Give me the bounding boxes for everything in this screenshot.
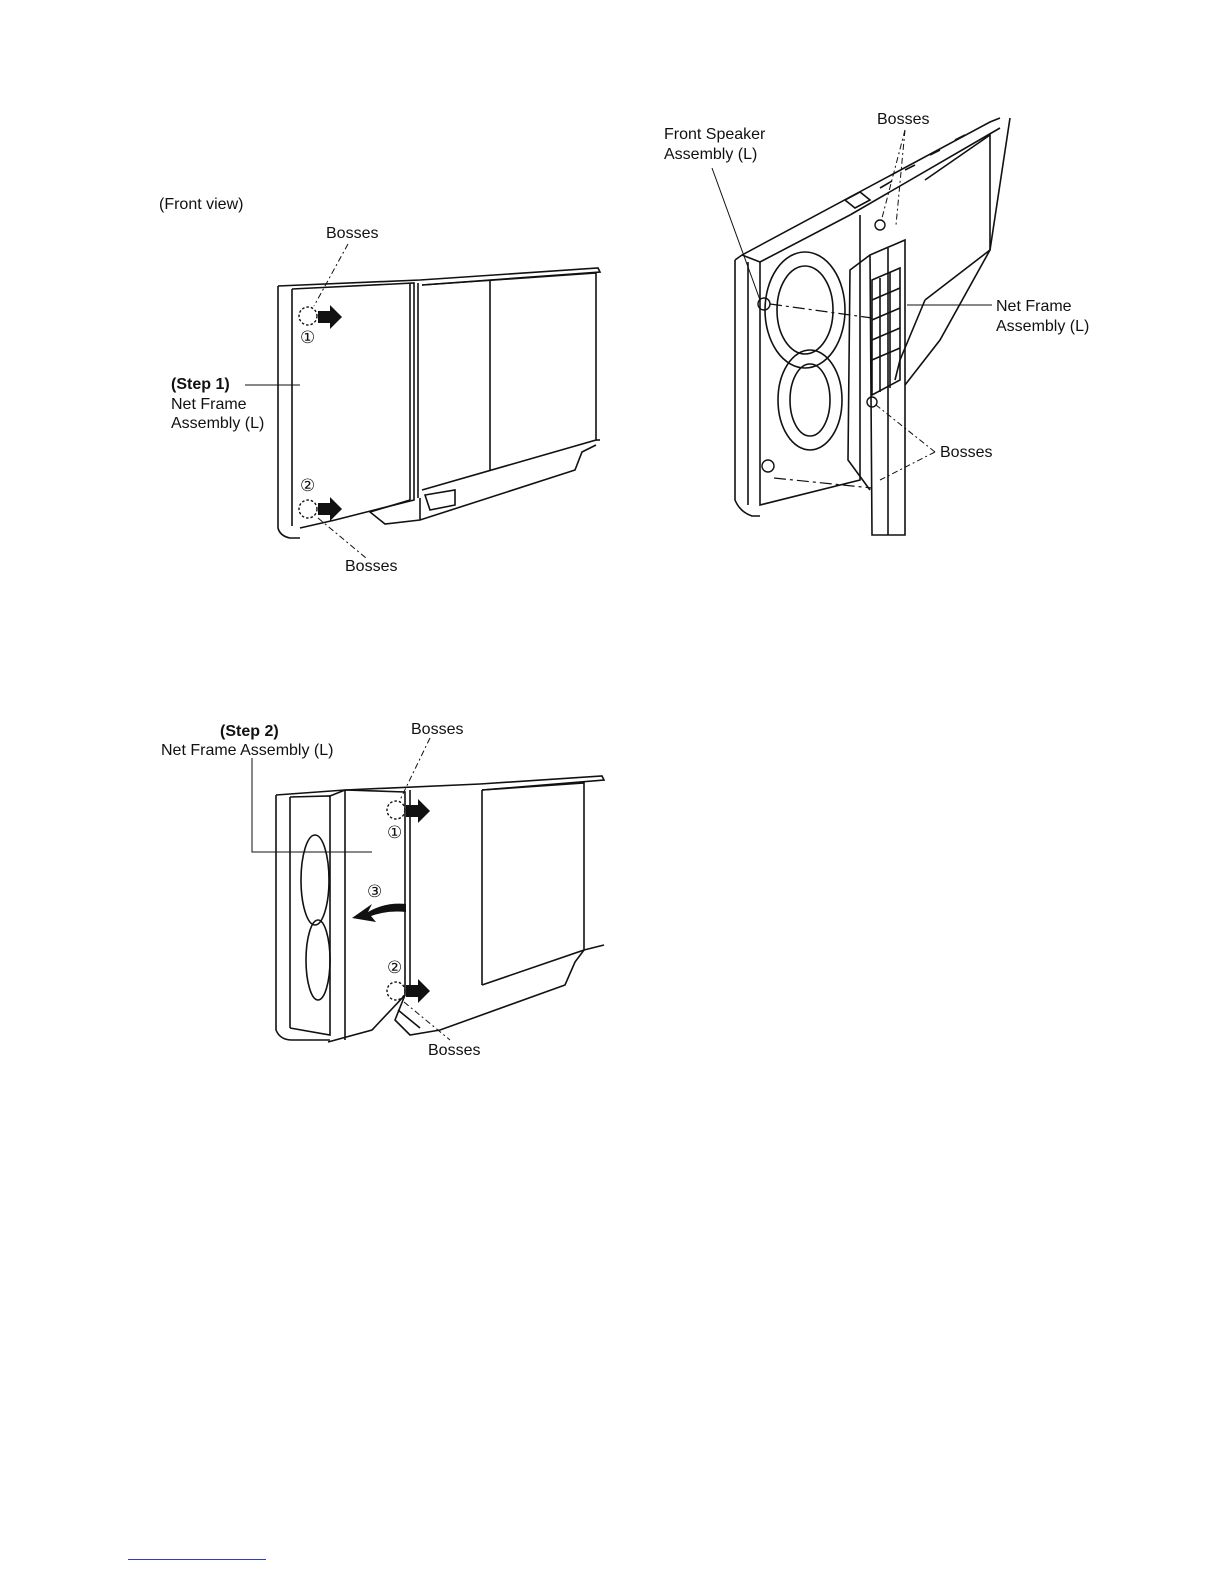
net-frame-label-line2: Assembly (L) (996, 318, 1090, 335)
bosses-label: Bosses (326, 225, 379, 242)
bosses-label: Bosses (877, 111, 930, 128)
speaker-label-line1: Front Speaker (664, 126, 766, 143)
part-label-line2: Assembly (L) (171, 415, 265, 432)
step-marker-2: ② (387, 958, 403, 977)
step-marker-1: ① (300, 328, 316, 347)
net-frame-label-line1: Net Frame (996, 298, 1072, 315)
bosses-label: Bosses (345, 558, 398, 575)
bosses-label: Bosses (428, 1042, 481, 1059)
front-view-label: (Front view) (159, 196, 244, 213)
speaker-label-line2: Assembly (L) (664, 146, 758, 163)
part-label: Net Frame Assembly (L) (161, 742, 334, 759)
footer-rule (128, 1559, 266, 1560)
step-marker-3: ③ (367, 882, 383, 901)
part-label-line1: Net Frame (171, 396, 247, 413)
step-label: (Step 1) (171, 376, 230, 393)
bosses-label: Bosses (940, 444, 993, 461)
bosses-label: Bosses (411, 721, 464, 738)
step-marker-1: ① (387, 823, 403, 842)
step-label: (Step 2) (220, 723, 279, 740)
step-marker-2: ② (300, 476, 316, 495)
